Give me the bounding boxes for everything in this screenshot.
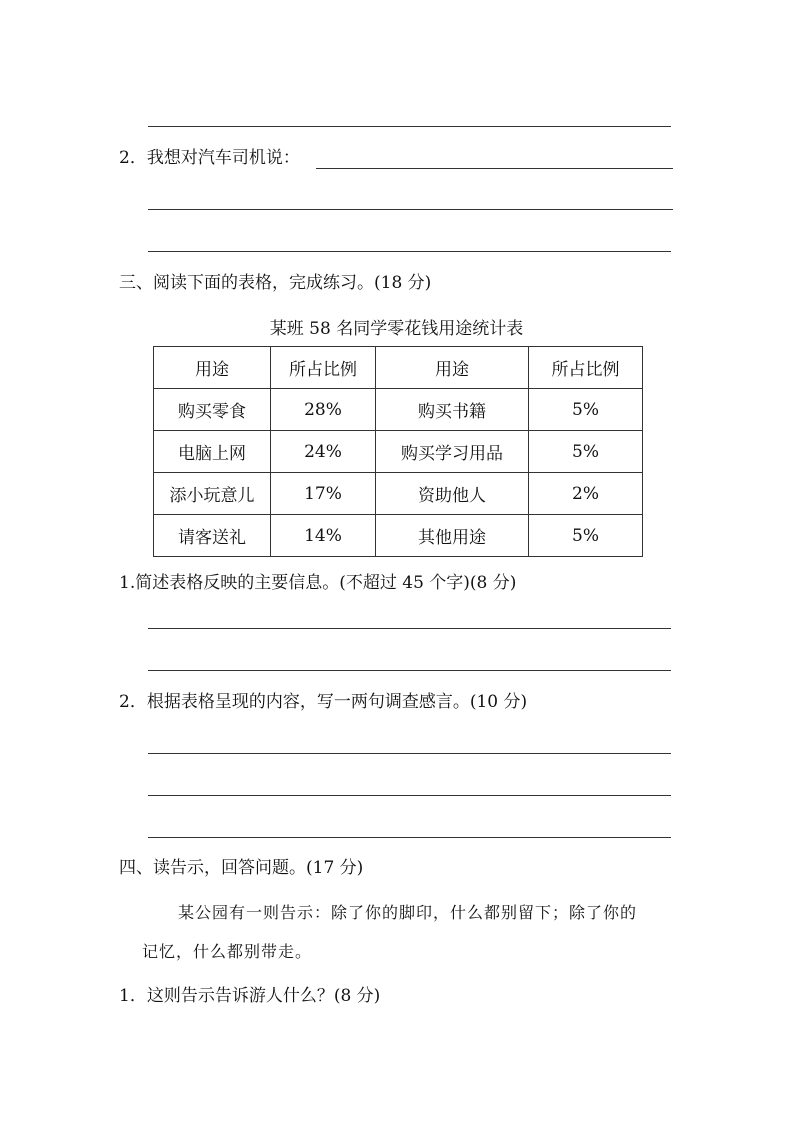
table-cell: 24% <box>271 431 376 473</box>
table-row <box>154 515 643 557</box>
table-cell: 请客送礼 <box>154 515 271 557</box>
table-row <box>154 389 643 431</box>
table-cell: 资助他人 <box>376 473 529 515</box>
answer-line[interactable] <box>316 168 673 169</box>
table-row <box>154 473 643 515</box>
statistics-table <box>153 346 643 557</box>
question-prompt: 2．根据表格呈现的内容，写一两句调查感言。(10 分) <box>119 692 528 712</box>
question-prompt: 1．这则告示告诉游人什么？(8 分) <box>119 986 381 1006</box>
answer-line[interactable] <box>148 628 671 629</box>
question-prompt: 2．我想对汽车司机说： <box>119 148 300 168</box>
section-title: 四、读告示，回答问题。(17 分) <box>119 858 364 878</box>
table-cell: 17% <box>271 473 376 515</box>
table-cell: 电脑上网 <box>154 431 271 473</box>
answer-line[interactable] <box>148 126 671 127</box>
table-cell: 购买学习用品 <box>376 431 529 473</box>
table-cell: 14% <box>271 515 376 557</box>
header-cell: 所占比例 <box>271 347 376 389</box>
answer-line[interactable] <box>148 670 671 671</box>
table-cell: 5% <box>529 431 643 473</box>
answer-line[interactable] <box>148 753 671 754</box>
header-cell: 用途 <box>376 347 529 389</box>
table-caption: 某班 58 名同学零花钱用途统计表 <box>269 319 524 339</box>
answer-line[interactable] <box>148 795 671 796</box>
notice-text: 记忆，什么都别带走。 <box>142 942 313 961</box>
table-cell: 28% <box>271 389 376 431</box>
answer-line[interactable] <box>148 209 673 210</box>
answer-line[interactable] <box>148 251 671 252</box>
header-cell: 所占比例 <box>529 347 643 389</box>
table-cell: 2% <box>529 473 643 515</box>
table-cell: 购买零食 <box>154 389 271 431</box>
table-cell: 5% <box>529 515 643 557</box>
table-cell: 5% <box>529 389 643 431</box>
header-cell: 用途 <box>154 347 271 389</box>
table-cell: 购买书籍 <box>376 389 529 431</box>
answer-line[interactable] <box>148 837 671 838</box>
section-title: 三、阅读下面的表格，完成练习。(18 分) <box>119 273 432 293</box>
table-header-row <box>154 347 643 389</box>
table-cell: 添小玩意儿 <box>154 473 271 515</box>
notice-text: 某公园有一则告示：除了你的脚印，什么都别留下；除了你的 <box>178 903 638 922</box>
question-prompt: 1.简述表格反映的主要信息。(不超过 45 个字)(8 分) <box>119 573 517 593</box>
table-row <box>154 431 643 473</box>
table-cell: 其他用途 <box>376 515 529 557</box>
